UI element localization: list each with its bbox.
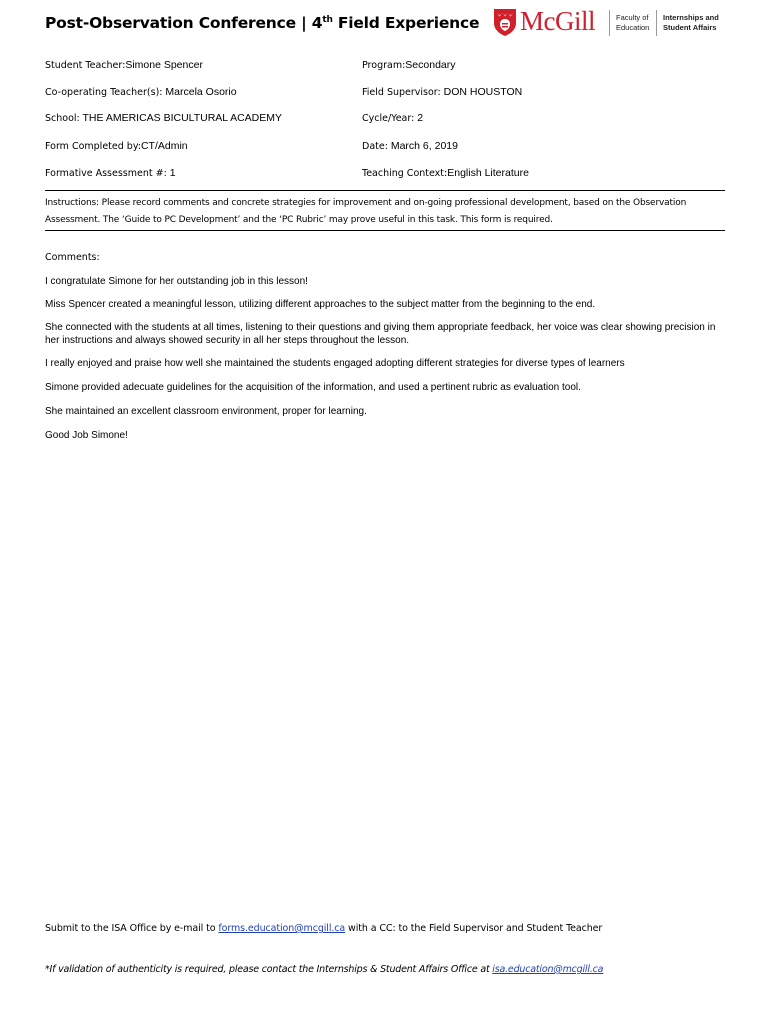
field-student-teacher: Student Teacher:Simone Spencer (45, 59, 203, 71)
comment-item: Good Job Simone! (45, 430, 128, 441)
field-formative-assessment: Formative Assessment #: 1 (45, 167, 176, 179)
instructions: Instructions: Please record comments and concrete strategies for improvement and on-going professional development, based on the Observation Assessment. The ‘Guide to PC Development’ and the ‘PC Rubric’ may prove useful in this task. This form is required. (45, 198, 687, 225)
field-date: Date: March 6, 2019 (362, 140, 458, 152)
field-school: School: THE AMERICAS BICULTURAL ACADEMY (45, 112, 283, 124)
field-teaching-context: Teaching Context:English Literature (362, 167, 529, 179)
title-text: Post-Observation Conference | 4 (45, 14, 323, 32)
office-label: Internships and Student Affairs (663, 13, 719, 32)
field-form-completed-by: Form Completed by:CT/Admin (45, 140, 188, 152)
divider-bottom (45, 230, 725, 231)
comment-item: I really enjoyed and praise how well she maintained the students engaged adopting different strategies for diverse types of learners (45, 358, 625, 369)
logo-divider (609, 10, 610, 36)
isa-email-link[interactable]: isa.education@mcgill.ca (492, 964, 604, 975)
mcgill-crest-icon (493, 8, 517, 37)
mcgill-logo (493, 8, 725, 44)
mcgill-wordmark: McGill (520, 6, 595, 36)
comment-item: She connected with the students at all times, listening to their questions and giving them appropriate feedback, her voice was clear showing precision in her instructions and always showed security in all her steps throughout the lesson. (45, 322, 716, 346)
submit-instructions: Submit to the ISA Office by e-mail to forms.education@mcgill.ca with a CC: to the Field Supervisor and Student Teacher (45, 923, 603, 934)
comment-item: Miss Spencer created a meaningful lesson, utilizing different approaches to the subject matter from the beginning to the end. (45, 299, 596, 310)
comments-label: Comments: (45, 252, 100, 263)
logo-divider (656, 10, 657, 36)
field-cycle-year: Cycle/Year: 2 (362, 112, 424, 124)
divider-top (45, 190, 725, 191)
field-field-supervisor: Field Supervisor: DON HOUSTON (362, 86, 523, 98)
comment-item: Simone provided adecuate guidelines for the acquisition of the information, and used a pertinent rubric as evaluation tool. (45, 382, 581, 393)
header (45, 6, 725, 42)
title-superscript: th (322, 15, 333, 25)
forms-email-link[interactable]: forms.education@mcgill.ca (218, 923, 346, 934)
field-program: Program:Secondary (362, 59, 456, 71)
authenticity-note: *If validation of authenticity is required, please contact the Internships & Student Affairs Office at isa.education@mcgill.ca (45, 964, 604, 975)
faculty-label: Faculty of Education (616, 13, 650, 32)
comment-item: She maintained an excellent classroom environment, proper for learning. (45, 406, 367, 417)
page-title (45, 14, 479, 32)
comment-item: I congratulate Simone for her outstanding job in this lesson! (45, 276, 308, 287)
field-cooperating-teacher: Co-operating Teacher(s): Marcela Osorio (45, 86, 237, 98)
title-text-end: Field Experience (332, 14, 480, 32)
